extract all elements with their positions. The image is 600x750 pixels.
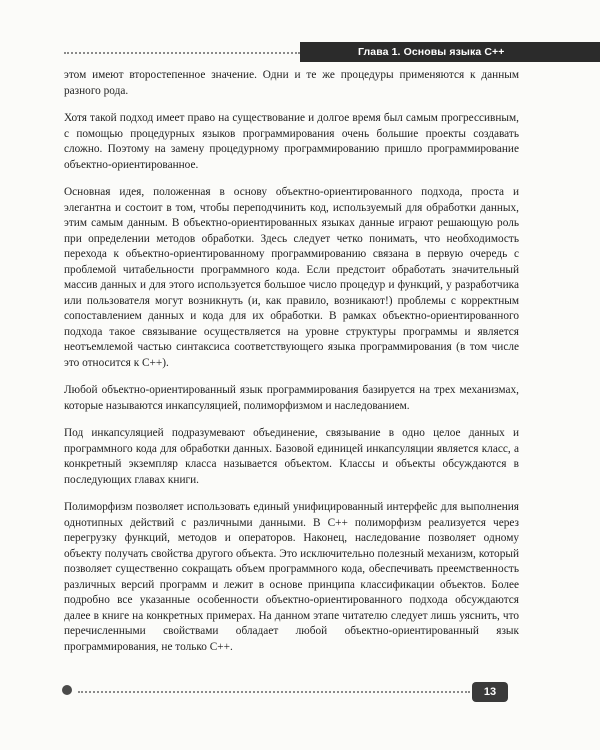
chapter-header [300,42,600,62]
paragraph-continuation: этом имеют второстепенное значение. Одни и те же процедуры применяются к данным разного рода. [64,69,519,97]
paragraph: Любой объектно-ориентированный язык программирования базируется на трех механизмах, которые называются инкапсуляцией, полиморфизмом и наследованием. [64,384,519,412]
page-number: 13 [483,686,497,698]
page-number-badge [472,682,508,702]
paragraph: Хотя такой подход имеет право на существование и долгое время был самым прогрессивным, с помощью процедурных языков программирования очень большие проекты создавать сложно. Поэтому на замену процедурному программированию пришло программирование объектно-ориентированное. [64,112,519,171]
paragraph: Основная идея, положенная в основу объектно-ориентированного подхода, проста и элегантна и состоит в том, чтобы переподчинить код, используемый для обработки данных, этим самым данным. В объектно-ориентированных языках данные играют решающую роль при определении методов обработки. Здесь следует четко понимать, что необходимость перехода к объектно-ориентированному программированию связана в первую очередь с проблемой читабельности программного кода. Если предстоит обработать значительный массив данных и для этого используется большое число процедур и функций, у разработчика или пользователя могут возникнуть (и, как правило, возникают!) проблемы с корректным сопоставлением данных и кода для их обработки. В рамках объектно-ориентированного подхода такое связывание осуществляется на уровне структуры программы и является неотъемлемой частью синтаксиса соответствующего языка программирования (в том числе это относится к C++). [64,186,519,369]
header-dotted-rule [64,52,300,54]
footer-dotted-rule [78,691,470,693]
page-body [64,68,519,667]
paragraph: Полиморфизм позволяет использовать единый унифицированный интерфейс для выполнения однотипных действий с различными данными. В C++ полиморфизм реализуется через перегрузку функций, методов и операторов. Наконец, наследование позволяет одному объекту получать свойства другого объекта. Это исключительно полезный механизм, который позволяет существенно сокращать объем программного кода, обеспечивать преемственность различных версий программ и лежит в основе принципа классификации объектов. Более подробно все указанные особенности объектно-ориентированного подхода обсуждаются далее в книге на конкретных примерах. На данном этапе читателю следует лишь уяснить, что перечисленными свойствами обладает любой объектно-ориентированный язык программирования, не только C++. [64,501,519,653]
chapter-title: Глава 1. Основы языка C++ [358,46,505,58]
paragraph: Под инкапсуляцией подразумевают объединение, связывание в одно целое данных и программного кода для обработки данных. Базовой единицей инкапсуляции является класс, а конкретный экземпляр класса называется объектом. Классы и объекты обсуждаются в последующих главах книги. [64,427,519,486]
footer-bullet-icon [62,685,72,695]
